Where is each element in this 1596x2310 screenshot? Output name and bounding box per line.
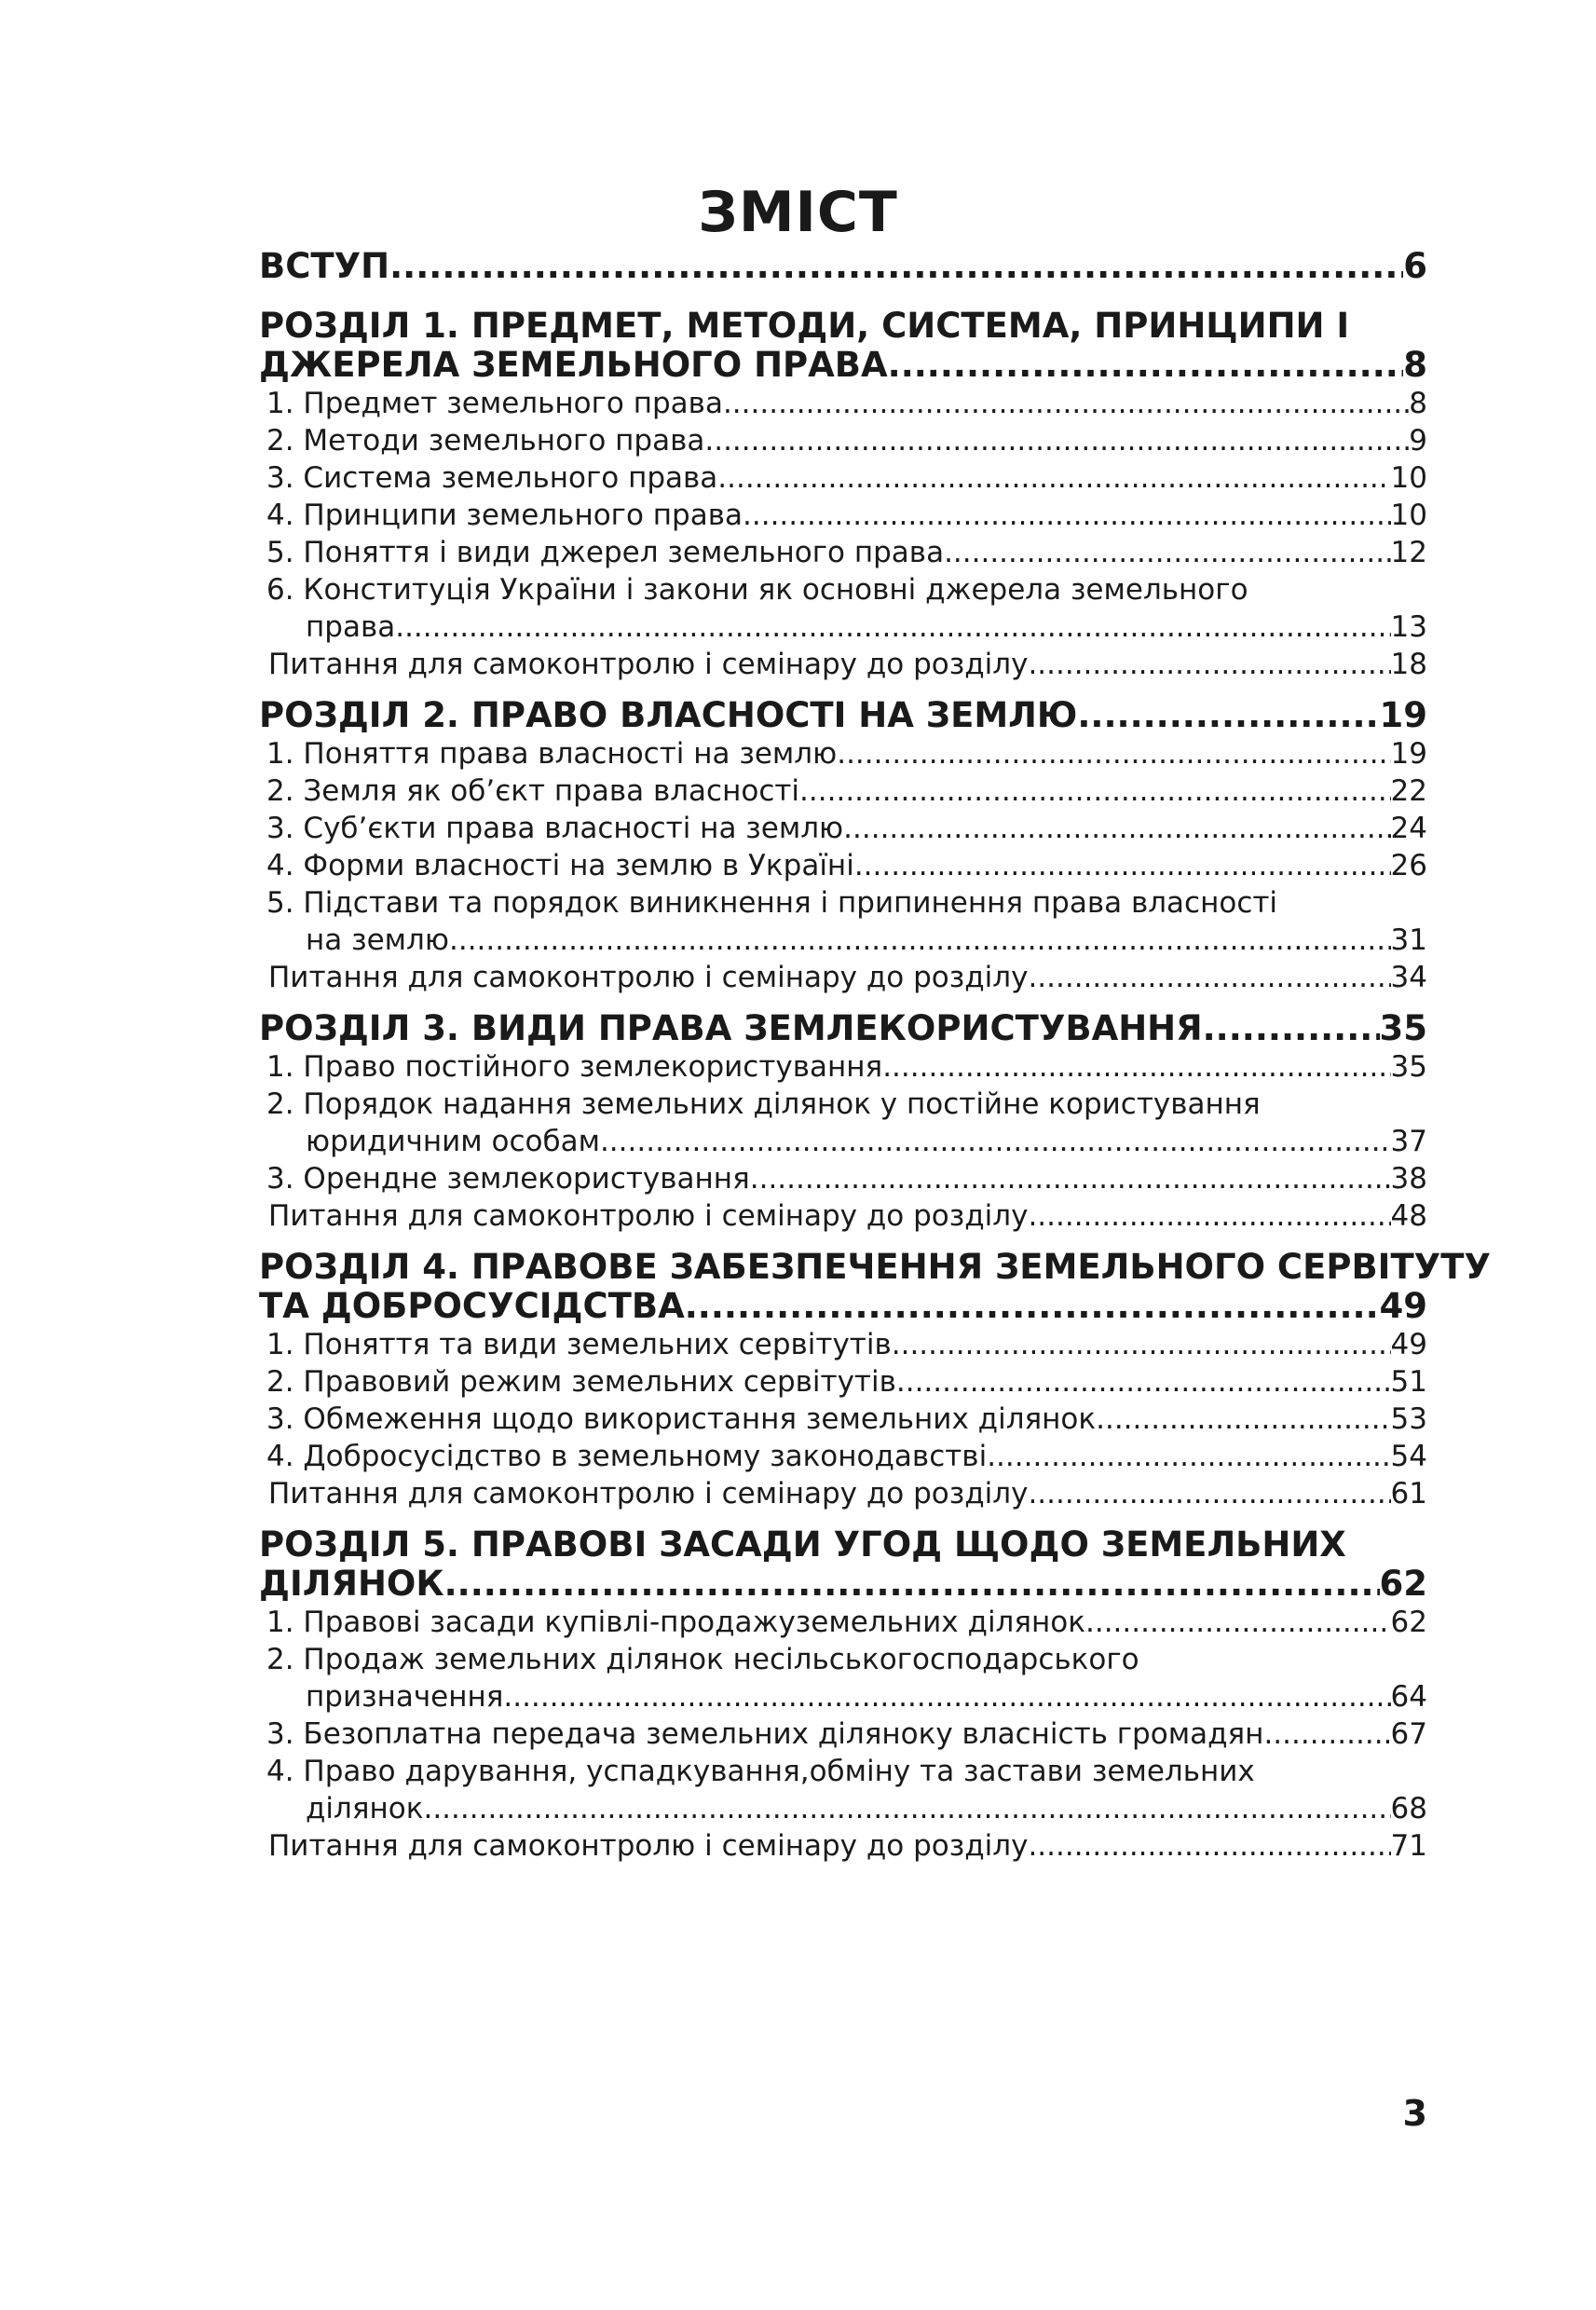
- toc-item-page: 26: [1390, 849, 1427, 882]
- toc-item[interactable]: [259, 608, 1427, 646]
- chapter-title-row[interactable]: [259, 696, 1427, 735]
- toc-item-label: 4. Форми власності на землю в Україні: [266, 849, 854, 882]
- toc-item-page: 22: [1390, 774, 1427, 808]
- toc-item-page: 8: [1409, 387, 1427, 420]
- dot-leader: [1028, 646, 1390, 683]
- dot-leader: [892, 1326, 1391, 1363]
- toc-item-page: 62: [1390, 1606, 1427, 1639]
- toc-questions-label: Питання для самоконтролю і семінару до розділу: [268, 1199, 1029, 1233]
- chapter-title-row[interactable]: [259, 1287, 1427, 1326]
- toc-item-page: 38: [1390, 1162, 1427, 1196]
- toc-chapter-2: [259, 696, 1427, 996]
- dot-leader: [987, 1438, 1390, 1475]
- toc-item[interactable]: [259, 1326, 1427, 1363]
- toc-item[interactable]: [259, 772, 1427, 810]
- toc-item-label-cont: призначення: [306, 1680, 504, 1714]
- toc-item[interactable]: [259, 1160, 1427, 1197]
- chapter-title-line[interactable]: РОЗДІЛ 4. ПРАВОВЕ ЗАБЕЗПЕЧЕННЯ ЗЕМЕЛЬНОГО СЕРВІТУТУ: [259, 1247, 1491, 1287]
- dot-leader: [423, 1790, 1390, 1827]
- toc-item[interactable]: [259, 1401, 1427, 1438]
- dot-leader: [799, 772, 1391, 810]
- dot-leader: [389, 247, 1403, 286]
- toc-item-label: 2. Методи земельного права: [266, 424, 705, 458]
- toc-item-page: 53: [1390, 1402, 1427, 1436]
- toc-item-label-cont: на землю: [306, 923, 449, 957]
- dot-leader: [837, 735, 1390, 772]
- chapter-page: 35: [1379, 1008, 1427, 1048]
- toc-intro-page: 6: [1403, 246, 1427, 286]
- dot-leader: [449, 922, 1391, 959]
- dot-leader: [685, 1287, 1380, 1326]
- toc-item[interactable]: [259, 1123, 1427, 1160]
- chapter-title-line: ДЖЕРЕЛА ЗЕМЕЛЬНОГО ПРАВА: [259, 345, 888, 385]
- toc-item-page: 31: [1390, 923, 1427, 957]
- toc-questions-page: 48: [1390, 1199, 1427, 1233]
- toc-chapter-3: [259, 1009, 1427, 1235]
- chapter-title-row[interactable]: [259, 1565, 1427, 1604]
- dot-leader: [944, 534, 1390, 571]
- toc-item-label[interactable]: 4. Право дарування, успадкування,обміну та застави земельних: [266, 1755, 1255, 1788]
- toc-chapter-5: [259, 1525, 1427, 1865]
- toc-item-label[interactable]: 5. Підстави та порядок виникнення і припинення права власності: [266, 886, 1278, 920]
- toc-item[interactable]: [259, 459, 1427, 497]
- dot-leader: [704, 422, 1409, 459]
- toc-item-label-cont: юридичним особам: [306, 1125, 600, 1158]
- dot-leader: [854, 847, 1391, 884]
- toc-item-page: 9: [1409, 424, 1427, 458]
- chapter-page: 8: [1403, 345, 1427, 385]
- toc-item-label-cont: права: [306, 610, 396, 644]
- toc-item-label-cont: ділянок: [306, 1792, 424, 1825]
- dot-leader: [1203, 1009, 1380, 1048]
- toc-item-label[interactable]: 6. Конституція України і закони як основні джерела земельного: [266, 573, 1248, 607]
- toc-questions-page: 34: [1390, 961, 1427, 994]
- page-number: 3: [1402, 2093, 1427, 2134]
- dot-leader: [395, 608, 1390, 646]
- toc-item-label: 1. Поняття та види земельних сервітутів: [266, 1328, 892, 1361]
- toc-questions[interactable]: [259, 1197, 1427, 1235]
- toc-questions-label: Питання для самоконтролю і семінару до розділу: [268, 961, 1029, 994]
- toc-item-page: 68: [1390, 1792, 1427, 1825]
- dot-leader: [888, 346, 1404, 385]
- toc-item-page: 13: [1390, 610, 1427, 644]
- toc-item[interactable]: [259, 810, 1427, 847]
- dot-leader: [723, 385, 1409, 422]
- toc-item-label: 2. Правовий режим земельних сервітутів: [266, 1365, 896, 1399]
- dot-leader: [843, 810, 1390, 847]
- toc-item-page: 12: [1390, 536, 1427, 569]
- dot-leader: [503, 1678, 1390, 1715]
- table-of-contents: [259, 246, 1491, 1878]
- toc-item-label: 3. Безоплатна передача земельних діляноку власність громадян: [266, 1717, 1264, 1751]
- chapter-page: 62: [1379, 1564, 1427, 1604]
- toc-item[interactable]: [259, 1715, 1427, 1753]
- toc-item-page: 35: [1390, 1050, 1427, 1084]
- toc-item[interactable]: [259, 1604, 1427, 1641]
- toc-item-label: 3. Орендне землекористування: [266, 1162, 750, 1196]
- dot-leader: [1085, 1604, 1391, 1641]
- toc-item-label: 3. Обмеження щодо використання земельних ділянок: [266, 1402, 1097, 1436]
- toc-item-label: 4. Добросусідство в земельному законодавстві: [266, 1440, 988, 1473]
- toc-questions-label: Питання для самоконтролю і семінару до розділу: [268, 1477, 1029, 1510]
- toc-item-label: 3. Система земельного права: [266, 461, 718, 495]
- toc-item-label: 3. Суб’єкти права власності на землю: [266, 812, 844, 845]
- dot-leader: [1263, 1715, 1390, 1753]
- toc-item[interactable]: [259, 497, 1427, 534]
- toc-item-label[interactable]: 2. Продаж земельних ділянок несільськогосподарського: [266, 1643, 1139, 1676]
- toc-item-label: 2. Земля як об’єкт права власності: [266, 774, 800, 808]
- toc-item[interactable]: [259, 534, 1427, 571]
- toc-questions-label: Питання для самоконтролю і семінару до розділу: [268, 648, 1029, 681]
- toc-item[interactable]: [259, 1678, 1427, 1715]
- toc-item-page: 64: [1390, 1680, 1427, 1714]
- dot-leader: [896, 1363, 1391, 1401]
- toc-item-label[interactable]: 2. Порядок надання земельних ділянок у постійне користування: [266, 1087, 1261, 1121]
- toc-item-label: 1. Право постійного землекористування: [266, 1050, 883, 1084]
- dot-leader: [743, 497, 1391, 534]
- toc-chapter-4: [259, 1247, 1491, 1512]
- toc-questions-page: 18: [1390, 648, 1427, 681]
- toc-questions[interactable]: [259, 646, 1427, 683]
- dot-leader: [882, 1048, 1390, 1086]
- dot-leader: [600, 1123, 1391, 1160]
- toc-item-page: 51: [1390, 1365, 1427, 1399]
- toc-item-page: 49: [1390, 1328, 1427, 1361]
- chapter-page: 49: [1379, 1286, 1427, 1326]
- toc-item-label: 5. Поняття і види джерел земельного права: [266, 536, 945, 569]
- chapter-page: 19: [1379, 695, 1427, 735]
- toc-questions-page: 61: [1390, 1477, 1427, 1510]
- toc-questions[interactable]: [259, 1475, 1427, 1512]
- toc-item[interactable]: [259, 1363, 1427, 1401]
- chapter-title-line[interactable]: РОЗДІЛ 1. ПРЕДМЕТ, МЕТОДИ, СИСТЕМА, ПРИНЦИПИ І: [259, 306, 1350, 346]
- toc-questions[interactable]: [259, 959, 1427, 996]
- toc-questions-label: Питання для самоконтролю і семінару до розділу: [268, 1829, 1029, 1863]
- chapter-title-row[interactable]: [259, 346, 1427, 385]
- dot-leader: [1028, 1197, 1390, 1235]
- toc-item[interactable]: [259, 735, 1427, 772]
- dot-leader: [750, 1160, 1391, 1197]
- toc-item-page: 10: [1390, 499, 1427, 532]
- toc-item-label: 1. Правові засади купівлі-продажуземельних ділянок: [266, 1606, 1085, 1639]
- toc-item-page: 24: [1390, 812, 1427, 845]
- chapter-title-line: ТА ДОБРОСУСІДСТВА: [259, 1286, 685, 1326]
- chapter-title-line: РОЗДІЛ 3. ВИДИ ПРАВА ЗЕМЛЕКОРИСТУВАННЯ: [259, 1008, 1203, 1048]
- toc-item-label: 4. Принципи земельного права: [266, 499, 743, 532]
- toc-item-label: 1. Поняття права власності на землю: [266, 737, 838, 771]
- toc-item[interactable]: [259, 922, 1427, 959]
- dot-leader: [1028, 1475, 1390, 1512]
- toc-item[interactable]: [259, 1790, 1427, 1827]
- toc-item[interactable]: [259, 385, 1427, 422]
- toc-chapter-1: [259, 307, 1427, 683]
- toc-item[interactable]: [259, 1438, 1427, 1475]
- dot-leader: [1028, 1827, 1390, 1865]
- chapter-title-line: РОЗДІЛ 2. ПРАВО ВЛАСНОСТІ НА ЗЕМЛЮ: [259, 695, 1078, 735]
- toc-questions-page: 71: [1390, 1829, 1427, 1863]
- chapter-title-line[interactable]: РОЗДІЛ 5. ПРАВОВІ ЗАСАДИ УГОД ЩОДО ЗЕМЕЛЬНИХ: [259, 1524, 1346, 1565]
- toc-item-label: 1. Предмет земельного права: [266, 387, 723, 420]
- chapter-title-line: ДІЛЯНОК: [259, 1564, 444, 1604]
- toc-item[interactable]: [259, 847, 1427, 884]
- toc-item-page: 10: [1390, 461, 1427, 495]
- dot-leader: [717, 459, 1390, 497]
- dot-leader: [1096, 1401, 1390, 1438]
- toc-intro-label: ВСТУП: [259, 246, 390, 286]
- toc-intro[interactable]: [259, 247, 1427, 286]
- chapter-title-row[interactable]: [259, 1009, 1427, 1048]
- toc-item[interactable]: [259, 422, 1427, 459]
- dot-leader: [444, 1565, 1380, 1604]
- toc-item-page: 54: [1390, 1440, 1427, 1473]
- toc-item-page: 19: [1390, 737, 1427, 771]
- page-title: ЗМІСТ: [698, 180, 898, 245]
- toc-item-page: 67: [1390, 1717, 1427, 1751]
- dot-leader: [1077, 696, 1379, 735]
- dot-leader: [1028, 959, 1390, 996]
- toc-questions[interactable]: [259, 1827, 1427, 1865]
- toc-item-page: 37: [1390, 1125, 1427, 1158]
- toc-item[interactable]: [259, 1048, 1427, 1086]
